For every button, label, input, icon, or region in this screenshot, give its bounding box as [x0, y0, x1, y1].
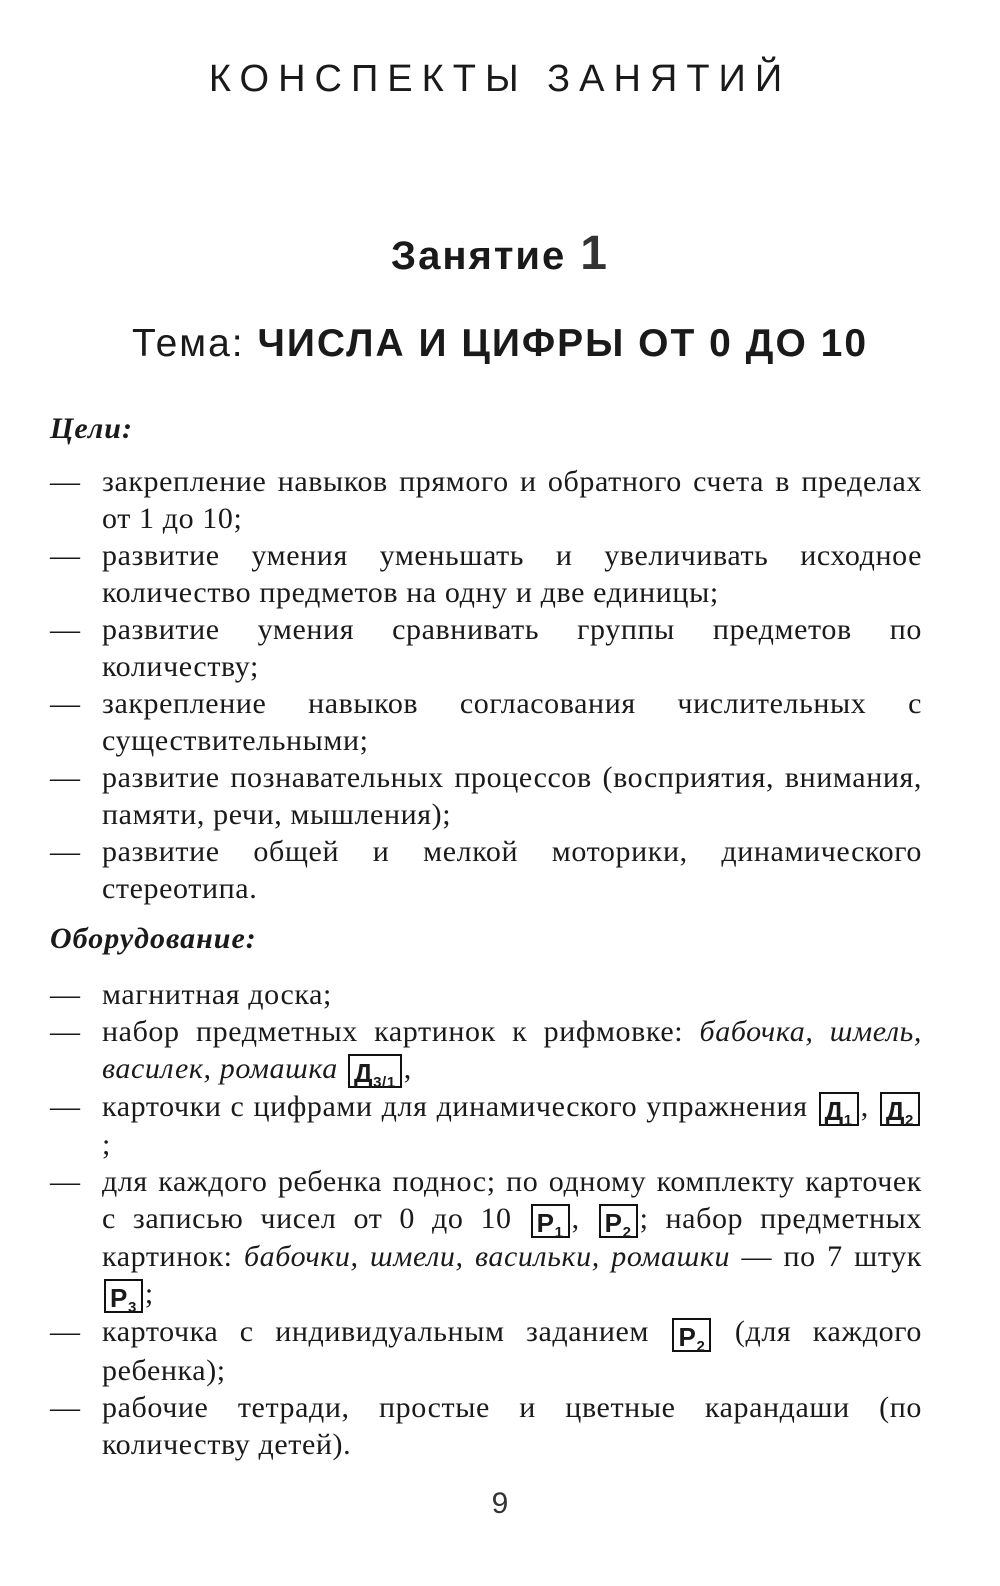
list-dash: — [50, 1015, 81, 1048]
material-marker: $Р_2$ [599, 1204, 638, 1238]
list-dash: — [50, 835, 81, 868]
list-dash: — [50, 1165, 81, 1199]
goal-item: — развитие умения сравнивать группы предметов по количеству; [50, 613, 922, 683]
page-number: 9 [491, 1487, 509, 1520]
material-marker: $Р_3$ [104, 1279, 143, 1313]
equipment-item: — набор предметных картинок к рифмовке: бабочка, шмель, василек, ромашка $Д_{3/1}$ , [50, 1015, 922, 1092]
lesson-number: 1 [580, 227, 609, 280]
list-dash: — [50, 613, 81, 646]
equipment-item: — магнитная доска; [50, 978, 332, 1011]
goals-list [50, 463, 922, 907]
list-dash: — [50, 978, 81, 1011]
lesson-title [0, 226, 1000, 281]
material-marker: $Р_1$ [531, 1204, 570, 1238]
topic-line [0, 322, 1000, 366]
topic-name: ЧИСЛА И ЦИФРЫ ОТ 0 ДО 10 [257, 322, 869, 365]
material-marker: $Д_{3/1}$ [348, 1054, 402, 1088]
list-dash: — [50, 687, 81, 720]
goal-item: — развитие познавательных процессов (восприятия, внимания, памяти, речи, мышления); [50, 761, 922, 831]
equipment-item: — карточка с индивидуальным заданием $Р_2$ (для каждого ребенка); [50, 1315, 922, 1387]
goals-heading: Цели: [50, 412, 133, 445]
running-head: КОНСПЕКТЫ ЗАНЯТИЙ [208, 58, 792, 100]
goal-item: — развитие умения уменьшать и увеличивать исходное количество предметов на одну и две единицы; [50, 539, 922, 609]
list-dash: — [50, 761, 81, 794]
equipment-item: — карточки с цифрами для динамического упражнения $Д_1$ , $Д_2$; [50, 1088, 922, 1163]
list-dash: — [50, 1315, 81, 1349]
material-marker: $Р_2$ [672, 1318, 711, 1352]
lesson-label: Занятие [391, 234, 567, 278]
goal-item: — закрепление навыков прямого и обратного счета в пределах от 1 до 10; [50, 465, 922, 535]
equipment-list [50, 976, 922, 1463]
equipment-item: — для каждого ребенка поднос; по одному комплекту карточек с записью чисел от 0 до 10 $Р_1$ , $Р_2$ ; набор предметных картинок: бабочки, шмели, васильки, ромашки — по 7 штук $Р_3$ ; [50, 1165, 922, 1317]
material-marker: $Д_2$ [880, 1092, 920, 1126]
list-dash: — [50, 539, 81, 572]
goal-item: — развитие общей и мелкой моторики, динамического стереотипа. [50, 835, 922, 905]
list-dash: — [50, 1090, 81, 1124]
topic-label: Тема: [131, 322, 245, 365]
equipment-heading: Оборудование: [50, 922, 257, 955]
goal-item: — закрепление навыков согласования числительных с существительными; [50, 687, 922, 757]
equipment-item: — рабочие тетради, простые и цветные карандаши (по количеству детей). [50, 1390, 922, 1461]
material-marker: $Д_1$ [819, 1092, 859, 1126]
list-dash: — [50, 465, 81, 498]
list-dash: — [50, 1390, 81, 1424]
